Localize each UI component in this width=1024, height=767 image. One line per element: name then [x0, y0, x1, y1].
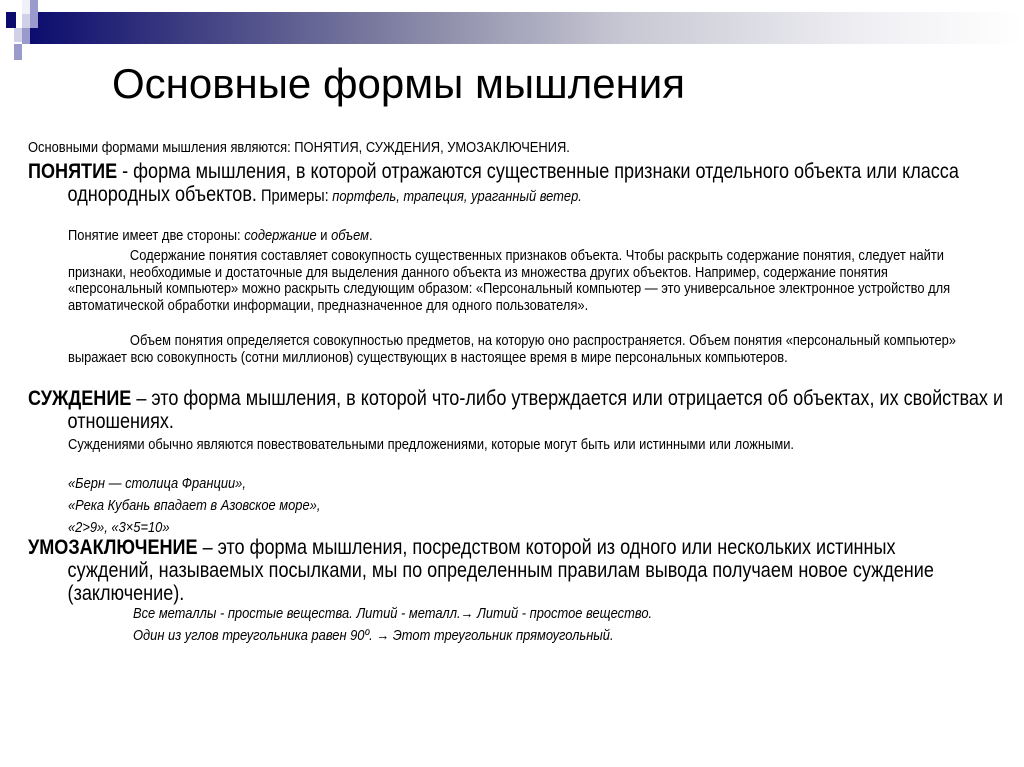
sides-volume: объем: [331, 227, 369, 244]
judgment-def-text: – это форма мышления, в которой что-либо утверждается или отрицается об объектах, их свойствах и отношениях.: [67, 387, 1004, 433]
intro-text: Основными формами мышления являются: ПОНЯТИЯ, СУЖДЕНИЯ, УМОЗАКЛЮЧЕНИЯ.: [28, 139, 570, 156]
example-text: «Берн — столица Франции»,: [68, 475, 246, 492]
header-gradient-bar: [28, 12, 1024, 44]
decor-square: [22, 28, 30, 44]
decor-square: [30, 0, 38, 28]
inference-def-text: – это форма мышления, посредством которой из одного или нескольких истинных суждений, называемых посылками, мы по определенным правилам вывода получаем новое суждение (заключение).: [67, 536, 934, 605]
examples-label: Примеры:: [256, 186, 329, 205]
inference-definition: [28, 536, 971, 605]
concept-definition: [28, 161, 1005, 207]
inference-example: [133, 606, 993, 623]
example-text: «2>9», «3×5=10»: [68, 519, 170, 536]
sides-and: и: [316, 227, 332, 244]
concept-term: ПОНЯТИЕ: [28, 160, 118, 183]
slide-title: Основные формы мышления: [112, 60, 685, 107]
content-paragraph: Содержание понятия составляет совокупность существенных признаков объекта. Чтобы раскрыть содержание понятия, следует найти признаки, необходимые и достаточные для выделения данного объекта из множества других объектов. Например, содержание понятия «персональный компьютер» можно раскрыть следующим образом: «Персональный компьютер — это универсальное электронное устройство для автоматической обработки информации, предназначенное для одного пользователя».: [68, 247, 951, 314]
example-text: Все металлы - простые вещества. Литий - металл.→ Литий - простое вещество.: [133, 605, 653, 622]
example-text: «Река Кубань впадает в Азовское море»,: [68, 497, 321, 514]
sides-prefix: Понятие имеет две стороны:: [68, 227, 245, 244]
judgment-note: Суждениями обычно являются повествовательными предложениями, которые могут быть или истинными или ложными.: [68, 436, 794, 453]
concept-sides: [68, 228, 962, 245]
sides-content: содержание: [244, 227, 317, 244]
concept-examples: портфель, трапеция, ураганный ветер.: [328, 188, 582, 205]
concept-def-text: - форма мышления, в которой отражаются существенные признаки отдельного объекта или класса однородных объектов.: [67, 160, 959, 206]
judgment-definition: [28, 388, 1014, 433]
example-text: Один из углов треугольника равен 90º. → Этот треугольник прямоугольный.: [133, 627, 614, 644]
decor-square: [14, 44, 22, 60]
judgment-term: СУЖДЕНИЕ: [28, 387, 132, 410]
inference-term: УМОЗАКЛЮЧЕНИЕ: [28, 536, 198, 559]
judgment-example: [68, 476, 928, 493]
sides-end: .: [368, 227, 373, 244]
volume-paragraph: Объем понятия определяется совокупностью предметов, на которую оно распространяется. Объем понятия «персональный компьютер» выражает всю совокупность (сотни миллионов) существующих в настоящее время в мире персональных компьютеров.: [68, 332, 956, 366]
inference-example: [133, 628, 993, 645]
judgment-example: [68, 498, 928, 515]
decor-square: [6, 12, 16, 28]
judgment-example: [68, 520, 928, 537]
